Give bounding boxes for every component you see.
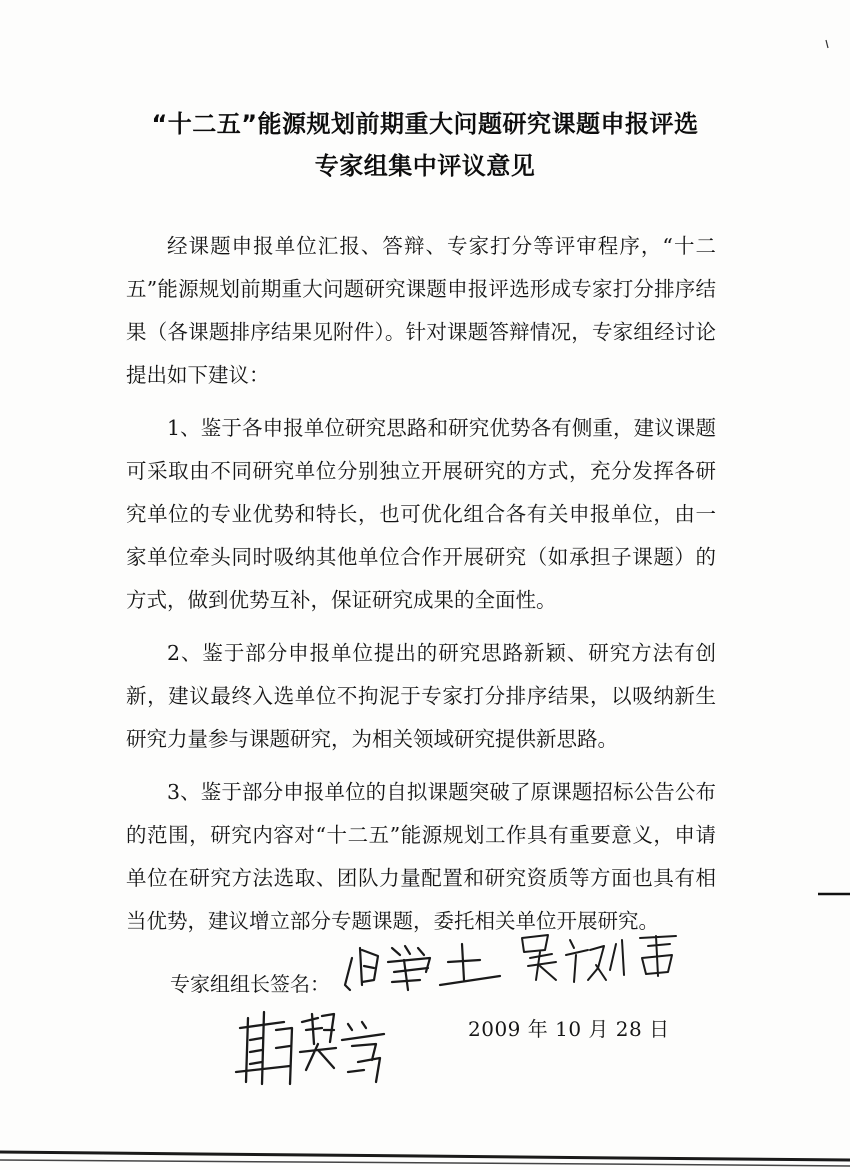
scan-speck <box>826 40 828 48</box>
intro-paragraph: 经课题申报单位汇报、答辩、专家打分等评审程序，“十二五”能源规划前期重大问题研究课题申报评选形成专家打分排序结果（各课题排序结果见附件）。针对课题答辩情况，专家组经讨论提出如下建议： <box>126 234 716 387</box>
suggestion-paragraph-3: 3、鉴于部分申报单位的自拟课题突破了原课题招标公告公布的范围，研究内容对“十二五”能源规划工作具有重要意义，申请单位在研究方法选取、团队力量配置和研究资质等方面也具有相当优势，建议增立部分专题课题，委托相关单位开展研究。 <box>126 780 716 933</box>
suggestion-paragraph-2: 2、鉴于部分申报单位提出的研究思路新颖、研究方法有创新，建议最终入选单位不拘泥于专家打分排序结果，以吸纳新生研究力量参与课题研究，为相关领域研究提供新思路。 <box>126 641 716 751</box>
scan-bottom-edge <box>0 1152 850 1160</box>
document-date: 2009 年 10 月 28 日 <box>468 1017 670 1041</box>
document-title-line2: 专家组集中评议意见 <box>314 152 536 180</box>
signature-3 <box>236 1012 384 1084</box>
scan-bottom-edge-shadow <box>0 1160 850 1166</box>
signature-label: 专家组组长签名： <box>170 972 330 996</box>
suggestion-paragraph-1: 1、鉴于各申报单位研究思路和研究优势各有侧重，建议课题可采取由不同研究单位分别独立开展研究的方式，充分发挥各研究单位的专业优势和特长，也可优化组合各有关申报单位，由一家单位牵头同时吸纳其他单位合作开展研究（如承担子课题）的方式，做到优势互补，保证研究成果的全面性。 <box>126 416 716 612</box>
document-title-line1: “十二五”能源规划前期重大问题研究课题申报评选 <box>151 110 699 138</box>
document-body <box>126 225 716 953</box>
